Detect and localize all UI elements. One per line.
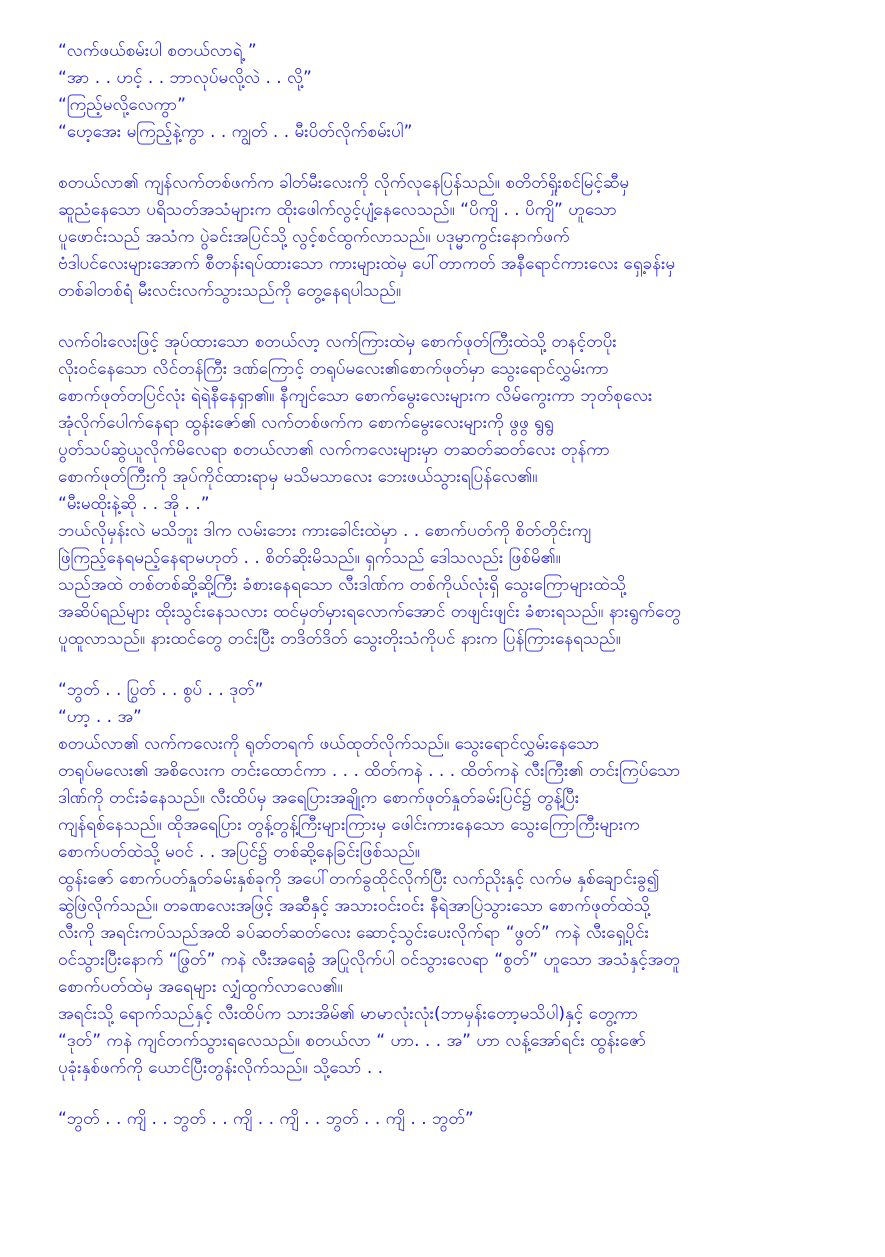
- text-line: “မီးမထိုးနဲ့ဆို . . အို . .”: [58, 494, 210, 514]
- dialogue-block: [58, 1106, 848, 1133]
- text-line: စတယ်လာ၏ ကျန်လက်တစ်ဖက်က ခါတ်မီးလေးကို လိုက်လုနေပြန်သည်။ စတိတ်ရှိုးစင်မြင့်ဆီမှ: [58, 173, 630, 193]
- text-line: စောက်ဖုတ်တပြင်လုံး ရဲရဲနီနေရှာ၏။ နီကျင်သော စောက်မွေးလေးများက လိမ်ကွေးကာ ဘုတ်စုလေး: [58, 386, 653, 406]
- text-line: ထွန်းဇော် စောက်ပတ်နှုတ်ခမ်းနှစ်ခုကို အပေါ်တက်ခွထိုင်လိုက်ပြီး လက်ညိုးနှင့် လက်မ နှစ်ချောင်းခွ၍: [58, 869, 660, 889]
- paragraph-gap: [58, 146, 848, 170]
- text-line: ဖြဲကြည့်နေရမည့်နေရာမဟုတ် . . စိတ်ဆိုးမိသည်။ ရှက်သည် ဒေါသလည်း ဖြစ်မိ၏။: [58, 548, 561, 568]
- text-line: “ကြည့်မလို့လေကွာ”: [58, 95, 186, 115]
- text-line: “ဘွတ် . . ကျိ . . ဘွတ် . . ကျိ . . ကျိ . . ဘွတ် . . ကျိ . . ဘွတ်”: [58, 1109, 474, 1129]
- text-line: လီးကို အရင်းကပ်သည်အထိ ခပ်ဆတ်ဆတ်လေး ဆောင့်သွင်းပေးလိုက်ရာ “ဖွတ်” ကနဲ လီးရှေ့ပိုင်း: [58, 923, 649, 943]
- text-line: ဆွဲဖြဲလိုက်သည်။ တခဏလေးအဖြင့် အဆီနှင့် အသားဝင်းဝင်း နီရဲအာပြဲသွားသော စောက်ဖုတ်ထဲသို့: [58, 896, 651, 916]
- text-line: လက်ဝါးလေးဖြင့် အုပ်ထားသော စတယ်လာ့ လက်ကြားထဲမှ စောက်ဖုတ်ကြီးထဲသို့ တနင့်တပိုး: [58, 332, 617, 352]
- text-line: သည်အထဲ တစ်တစ်ဆို့ဆို့ကြီး ခံစားနေရသော လီးဒါဏ်က တစ်ကိုယ်လုံးရှိ သွေးကြောများထဲသို့: [58, 575, 627, 595]
- text-line: အရင်းသို့ ရောက်သည်နှင့် လီးထိပ်က သားအိမ်၏ မာမာလုံးလုံး(ဘာမှန်းတော့မသိပါ)နှင့် တွေ့ကာ: [58, 1004, 639, 1024]
- paragraph-gap: [58, 653, 848, 677]
- text-line: ပူဖောင်းသည် အသံက ပွဲခင်းအပြင်သို့ လွင့်စင်ထွက်လာသည်။ ပဒုမ္မာကွင်းနောက်ဖက်: [58, 227, 570, 247]
- paragraph-block: [58, 329, 848, 653]
- paragraph-block: [58, 677, 848, 1082]
- text-line: ဗံဒါပင်လေးများအောက် စီတန်းရပ်ထားသော ကားများထဲမှ ပေါ်တာကတ် အနီရောင်ကားလေး ရှေ့ခန်းမှ: [58, 254, 676, 274]
- text-line: အုံလိုက်ပေါက်နေရာ ထွန်းဇော်၏ လက်တစ်ဖက်က စောက်မွေးလေးများကို ဖွဖွ ရွရွ: [58, 413, 554, 433]
- text-line: ပူထူလာသည်။ နားထင်တွေ တင်းပြီး တဒိတ်ဒိတ် သွေးတိုးသံကိုပင် နားက ပြန်ကြားနေရသည်။: [58, 629, 621, 649]
- text-line: ဒါဏ်ကို တင်းခံနေသည်။ လီးထိပ်မှ အရေပြားအချို့က စောက်ဖုတ်နှုတ်ခမ်းပြင်၌ တွန့်ပြီး: [58, 788, 580, 808]
- text-line: “လက်ဖယ်စမ်းပါ စတယ်လာရဲ့ ”: [58, 41, 257, 61]
- text-line: “ဟာ့ . . အ”: [58, 707, 142, 727]
- paragraph-gap: [58, 1082, 848, 1106]
- text-line: အဆိပ်ရည်များ ထိုးသွင်းနေသလား ထင်မှတ်မှားရလောက်အောင် တဖျင်းဖျင်း ခံစားရသည်။ နားရွက်တွေ: [58, 602, 681, 622]
- text-line: စောက်ဖုတ်ကြီးကို အုပ်ကိုင်ထားရာမှ မသိမသာလေး ဘေးဖယ်သွားရပြန်လေ၏။: [58, 467, 538, 487]
- dialogue-block: [58, 38, 848, 146]
- text-line: ပုခုံးနှစ်ဖက်ကို ယောင်ပြီးတွန်းလိုက်သည်။ သို့သော် . .: [58, 1058, 384, 1078]
- text-line: “အာ . . ဟင့် . . ဘာလုပ်မလို့လဲ . . လို့”: [58, 68, 312, 88]
- text-line: ဘယ်လိုမှန်းလဲ မသိဘူး ဒါက လမ်းဘေး ကားခေါင်းထဲမှာ . . စောက်ပတ်ကို စိတ်တိုင်းကျ: [58, 521, 592, 541]
- text-line: တရုပ်မလေး၏ အစိလေးက တင်းထောင်ကာ . . . ထိတ်ကနဲ . . . ထိတ်ကနဲ လီးကြီး၏ တင်းကြပ်သော: [58, 761, 681, 781]
- paragraph-block: [58, 170, 848, 305]
- text-line: တစ်ခါတစ်ရံ မီးလင်းလက်သွားသည်ကို တွေ့နေရပါသည်။: [58, 281, 402, 301]
- text-line: ပွတ်သပ်ဆွဲယူလိုက်မိလေရာ စတယ်လာ၏ လက်ကလေးများမှာ တဆတ်ဆတ်လေး တုန်ကာ: [58, 440, 610, 460]
- text-line: ဝင်သွားပြီးနောက် “ဖြွတ်” ကနဲ လီးအရေခွံ အပြုလိုက်ပါ ဝင်သွားလေရာ “စွတ်” ဟူသော အသံနှင့်အတူ: [58, 950, 680, 970]
- text-line: “ဒုတ်” ကနဲ ကျင်တက်သွားရလေသည်။ စတယ်လာ “ ဟာ. . . အ” ဟာ လန့်အော်ရင်း ထွန်းဇော်: [58, 1031, 647, 1051]
- text-line: စတယ်လာ၏ လက်ကလေးကို ရုတ်တရက် ဖယ်ထုတ်လိုက်သည်။ သွေးရောင်လွှမ်းနေသော: [58, 734, 600, 754]
- text-line: “ဘွတ် . . ပြွတ် . . စွပ် . . ဒုတ်”: [58, 680, 264, 700]
- text-line: လိုးဝင်နေသော လိင်တန်ကြီး ဒဏ်ကြောင့် တရုပ်မလေး၏စောက်ဖုတ်မှာ သွေးရောင်လွှမ်းကာ: [58, 359, 609, 379]
- text-line: ဆူညံနေသော ပရိသတ်အသံများက ထိုးဖေါက်လွင့်ပျံ့နေလေသည်။ “ပိကျိ . . ပိကျိ” ဟူသော: [58, 200, 617, 220]
- text-line: “ဟေ့အေး မကြည့်နဲ့ကွာ . . ကျွတ် . . မီးပိတ်လိုက်စမ်းပါ”: [58, 122, 413, 142]
- paragraph-gap: [58, 305, 848, 329]
- text-line: စောက်ပတ်ထဲမှ အရေများ လျှံထွက်လာလေ၏။: [58, 977, 343, 997]
- text-line: ကျန်ရစ်နေသည်။ ထိုအရေပြား တွန့်တွန့်ကြီးများကြားမှ ဖေါင်းကားနေသော သွေးကြောကြီးများက: [58, 815, 640, 835]
- document-page: [58, 38, 848, 1133]
- text-line: စောက်ပတ်ထဲသို့ မဝင် . . အပြင်၌ တစ်ဆို့နေခြင်းဖြစ်သည်။: [58, 842, 420, 862]
